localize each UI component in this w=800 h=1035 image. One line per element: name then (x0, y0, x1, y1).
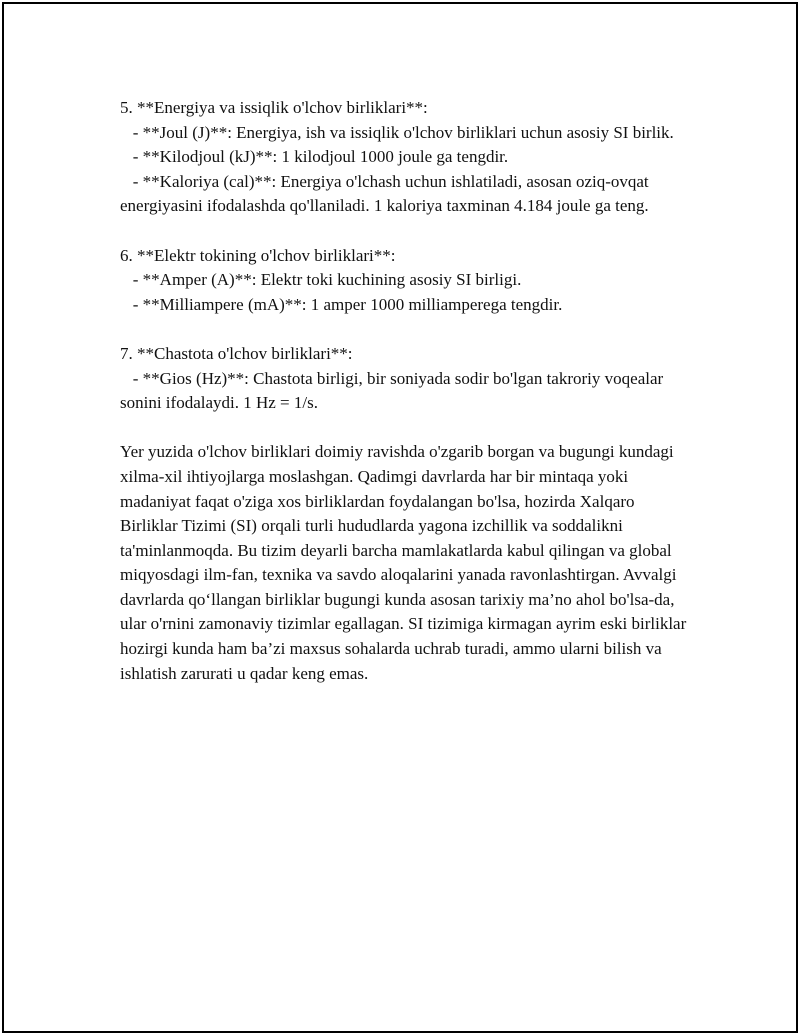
section-heading: 5. **Energiya va issiqlik o'lchov birliklari**: (120, 98, 428, 117)
list-item: - **Kilodjoul (kJ)**: 1 kilodjoul 1000 joule ga tengdir. (120, 147, 509, 167)
list-item: - **Amper (A)**: Elektr toki kuchining asosiy SI birligi. (120, 270, 522, 290)
section-electric-current (120, 244, 690, 318)
section-heading: 7. **Chastota o'lchov birliklari**: (120, 343, 353, 363)
list-item: - **Joul (J)**: Energiya, ish va issiqlik o'lchov birliklari uchun asosiy SI birlik. (120, 122, 674, 142)
closing-paragraph: Yer yuzida o'lchov birliklari doimiy ravishda o'zgarib borgan va bugungi kundagi xilma-xil ihtiyojlarga moslashgan. Qadimgi davrlarda har bir mintaqa yoki madaniyat faqat o'ziga xos birliklardan foydalangan bo'lsa, hozirda Xalqaro Birliklar Tizimi (SI) orqali turli hududlarda yagona izchillik va soddalikni ta'minlanmoqda. Bu tizim deyarli barcha mamlakatlarda kabul qilingan va global miqyosdagi ilm-fan, texnika va savdo aloqalarini yanada ravonlashtirgan. Avvalgi davrlarda qo‘llangan birliklar bugungi kunda asosan tarixiy ma’no ahol bo'lsa-da, ular o'rnini zamonaviy tizimlar egallagan. SI tizimiga kirmagan ayrim eski birliklar hozirgi kunda ham ba’zi maxsus sohalarda uchrab turadi, ammo ularni bilish va ishlatish zarurati u qadar keng emas. (120, 442, 687, 683)
section-heading: 6. **Elektr tokining o'lchov birliklari**: (120, 245, 396, 265)
list-item: - **Kaloriya (cal)**: Energiya o'lchash uchun ishlatiladi, asosan oziq-ovqat energiyasini ifodalashda qo'llaniladi. 1 kaloriya taxminan 4.184 joule ga teng. (120, 171, 653, 216)
section-energy (120, 96, 690, 219)
list-item: - **Gios (Hz)**: Chastota birligi, bir soniyada sodir bo'lgan takroriy voqealar sonini ifodalaydi. 1 Hz = 1/s. (120, 368, 668, 413)
list-item: - **Milliampere (mA)**: 1 amper 1000 milliamperega tengdir. (120, 294, 563, 314)
document-body (120, 96, 690, 686)
page-frame (2, 2, 798, 1033)
section-frequency (120, 342, 690, 416)
